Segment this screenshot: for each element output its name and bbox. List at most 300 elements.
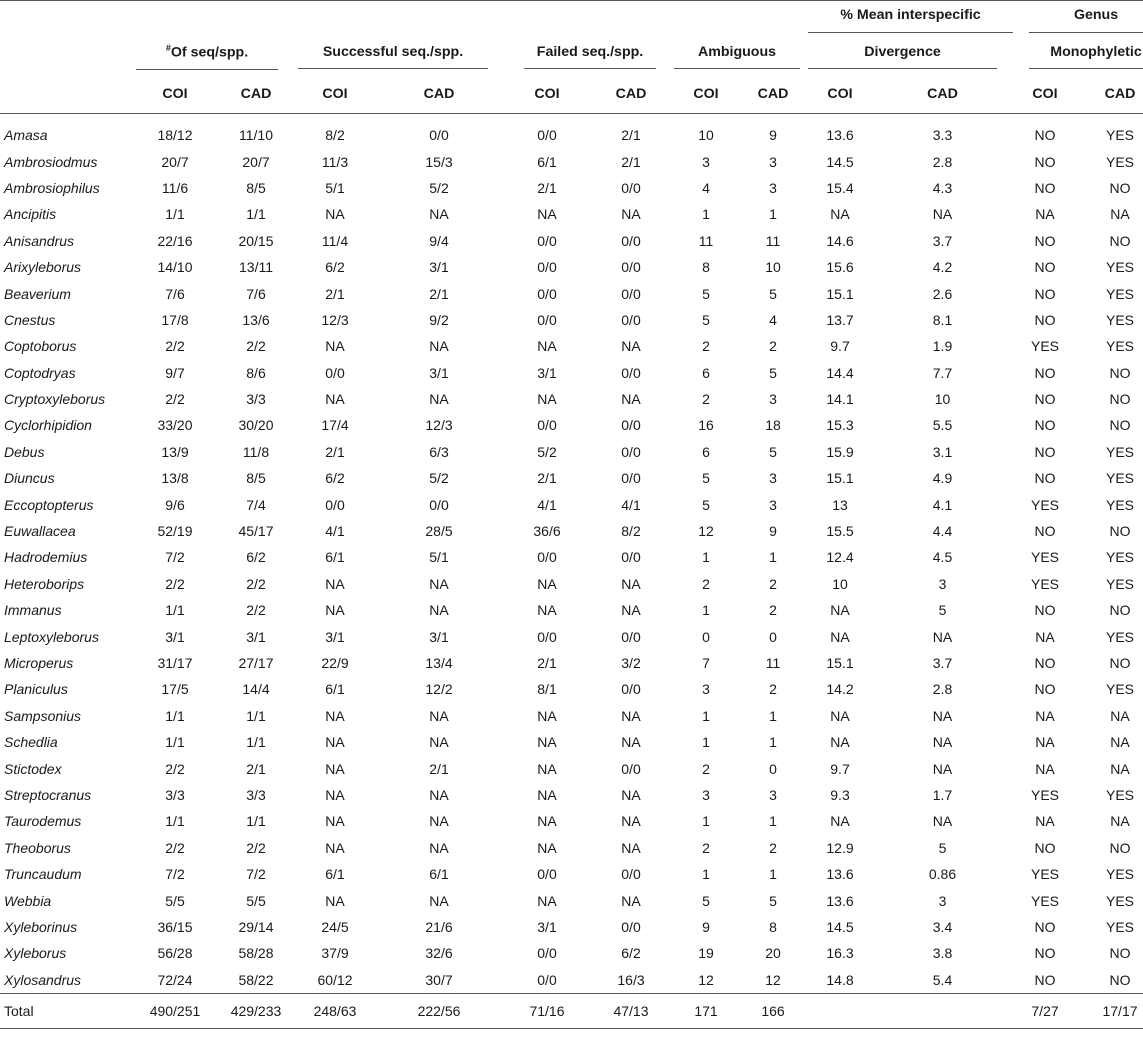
genus-name-cell: Euwallacea: [4, 523, 76, 540]
table-cell: 36/15: [157, 918, 193, 935]
total-cell: 47/13: [588, 993, 674, 1028]
table-cell: 5: [702, 892, 710, 909]
table-cell: 1: [769, 549, 777, 566]
table-cell: 1: [702, 813, 710, 830]
table-cell: YES: [1031, 892, 1060, 909]
table-cell: 0/0: [429, 496, 449, 513]
table-cell: 6: [702, 364, 710, 381]
table-cell: 11/3: [321, 153, 349, 170]
genus-name-cell: Theoborus: [4, 839, 71, 856]
table-cell: 9.3: [830, 786, 850, 803]
table-cell: 1.9: [932, 338, 953, 355]
table-cell: NA: [429, 707, 449, 724]
table-cell: 0/0: [537, 285, 557, 302]
table-cell: 27/17: [238, 655, 274, 671]
table-cell: NA: [621, 734, 641, 751]
table-cell: 7/6: [246, 285, 266, 302]
table-cell: NA: [325, 391, 345, 408]
table-cell: 0/0: [537, 127, 557, 144]
total-cell: 171: [674, 993, 738, 1028]
genus-name-cell: Cnestus: [4, 311, 56, 328]
table-cell: NA: [537, 602, 557, 619]
table-cell: 2/2: [246, 575, 266, 592]
table-cell: NO: [1109, 364, 1131, 381]
table-cell: 0: [702, 628, 710, 645]
table-cell: NA: [621, 786, 641, 803]
table-cell: 16: [698, 417, 714, 434]
table-cell: 2/1: [621, 153, 641, 170]
table-cell: NA: [325, 206, 345, 223]
table-row: [0, 808, 1143, 834]
table-cell: 3/1: [165, 628, 185, 645]
table-cell: 13.6: [826, 127, 854, 144]
table-cell: 15.6: [826, 259, 854, 276]
table-cell: 5/2: [429, 179, 449, 196]
table-cell: 11/8: [242, 443, 270, 460]
table-cell: YES: [1106, 496, 1135, 513]
table-cell: 3: [769, 470, 777, 487]
genus-name-cell: Streptocranus: [4, 786, 92, 803]
table-row: [0, 967, 1143, 994]
table-cell: NO: [1034, 602, 1056, 619]
table-cell: 3: [938, 575, 947, 592]
table-cell: NA: [1110, 206, 1130, 223]
table-cell: 5/2: [537, 443, 557, 460]
table-cell: NO: [1109, 417, 1131, 434]
table-row: [0, 114, 1143, 149]
table-cell: 20/7: [161, 153, 189, 170]
table-cell: YES: [1106, 338, 1135, 355]
table-cell: 18/12: [157, 127, 193, 144]
table-cell: 1: [769, 734, 777, 751]
table-cell: 1/1: [165, 602, 185, 619]
table-cell: 9: [769, 127, 777, 144]
table-cell: NA: [325, 575, 345, 592]
table-cell: 4.1: [932, 496, 953, 513]
table-cell: 5: [769, 443, 777, 460]
table-cell: 4.5: [932, 549, 953, 566]
table-cell: 1/1: [165, 734, 185, 751]
table-cell: 13/9: [161, 443, 189, 460]
table-cell: 2: [702, 391, 710, 408]
table-cell: 11: [698, 232, 714, 249]
table-cell: 13/6: [242, 311, 270, 328]
table-cell: 20: [765, 945, 781, 962]
table-cell: 1: [769, 866, 777, 883]
table-cell: NA: [1035, 707, 1055, 724]
table-cell: 7/4: [246, 496, 266, 513]
table-cell: 32/6: [425, 945, 453, 962]
table-row: [0, 465, 1143, 491]
table-cell: 0/0: [621, 259, 641, 276]
table-cell: NA: [1035, 206, 1055, 223]
table-cell: 9/7: [165, 364, 185, 381]
table-cell: 7.7: [932, 364, 953, 381]
table-cell: 1: [702, 206, 710, 223]
genus-name-cell: Eccoptopterus: [4, 496, 94, 513]
table-cell: NA: [537, 760, 557, 777]
table-cell: NO: [1034, 391, 1056, 408]
table-cell: 2.8: [932, 681, 953, 698]
table-cell: NA: [537, 206, 557, 223]
table-cell: 17/8: [161, 311, 189, 328]
table-cell: 31/17: [157, 655, 193, 671]
table-cell: YES: [1031, 496, 1060, 513]
table-cell: 56/28: [157, 945, 193, 962]
table-cell: NA: [830, 813, 850, 830]
genus-name-cell: Debus: [4, 443, 45, 460]
table-cell: 4/1: [325, 523, 345, 540]
table-row: [0, 439, 1143, 465]
table-cell: 2.6: [932, 285, 953, 302]
table-cell: NA: [325, 813, 345, 830]
genus-name-cell: Ancipitis: [4, 206, 57, 223]
table-cell: 2: [769, 338, 777, 355]
table-cell: NA: [537, 839, 557, 856]
table-cell: 5: [702, 470, 710, 487]
table-cell: 2/1: [429, 760, 449, 777]
table-cell: 3/1: [325, 628, 345, 645]
table-cell: 8/1: [537, 681, 557, 698]
table-cell: 0/0: [537, 945, 557, 962]
table-cell: NO: [1109, 523, 1131, 540]
table-cell: YES: [1106, 892, 1135, 909]
table-cell: NA: [325, 338, 345, 355]
table-cell: 0/0: [621, 681, 641, 698]
table-cell: NA: [1110, 707, 1130, 724]
table-cell: 3/3: [165, 786, 185, 803]
table-cell: 2/1: [246, 760, 266, 777]
table-cell: 8: [702, 259, 710, 276]
table-cell: 3.8: [932, 945, 953, 962]
table-cell: 1/1: [246, 206, 266, 223]
table-cell: NA: [1035, 813, 1055, 830]
genus-name-cell: Coptodryas: [4, 364, 76, 381]
table-cell: 9: [769, 523, 777, 540]
table-cell: 0/0: [621, 232, 641, 249]
table-cell: 13.7: [826, 311, 854, 328]
table-cell: 0/0: [621, 866, 641, 883]
table-cell: 6: [702, 443, 710, 460]
table-cell: YES: [1031, 575, 1060, 592]
table-cell: 52/19: [157, 523, 193, 540]
table-cell: YES: [1106, 259, 1135, 276]
table-cell: 9.7: [830, 760, 850, 777]
table-cell: 3/1: [246, 628, 266, 645]
table-cell: 14.8: [826, 971, 854, 988]
table-row: [0, 623, 1143, 649]
table-cell: NO: [1034, 681, 1056, 698]
total-cell: 17/17: [1077, 993, 1143, 1028]
table-cell: 12/3: [321, 311, 349, 328]
table-row: [0, 386, 1143, 412]
table-cell: 4.2: [932, 259, 953, 276]
genus-name-cell: Sampsonius: [4, 707, 82, 724]
table-cell: 1: [702, 707, 710, 724]
table-cell: 2/1: [325, 285, 345, 302]
table-cell: 14.5: [826, 153, 854, 170]
table-cell: NA: [621, 839, 641, 856]
table-cell: 4: [769, 311, 777, 328]
table-cell: NA: [429, 602, 449, 619]
genus-name-cell: Ambrosiodmus: [4, 153, 98, 170]
table-cell: NA: [621, 707, 641, 724]
table-cell: 3: [938, 892, 947, 909]
table-cell: NA: [537, 338, 557, 355]
table-cell: 3.7: [932, 232, 953, 249]
table-cell: 21/6: [425, 918, 453, 935]
table-row: [0, 729, 1143, 755]
table-cell: 16/3: [617, 971, 645, 988]
table-cell: 37/9: [321, 945, 349, 962]
table-row: [0, 755, 1143, 781]
table-cell: 0/0: [621, 760, 641, 777]
table-cell: NO: [1034, 232, 1056, 249]
table-cell: 1: [769, 206, 777, 223]
total-cell: 490/251: [136, 993, 214, 1028]
total-row: [0, 993, 1143, 1028]
table-row: [0, 360, 1143, 386]
table-cell: 0/0: [537, 311, 557, 328]
table-row: [0, 333, 1143, 359]
table-cell: YES: [1031, 549, 1060, 566]
genus-name-cell: Leptoxyleborus: [4, 628, 99, 645]
table-cell: YES: [1106, 866, 1135, 883]
table-cell: 3/1: [429, 364, 449, 381]
table-cell: 2: [702, 338, 710, 355]
table-cell: 1/1: [246, 707, 266, 724]
table-cell: NA: [932, 760, 953, 777]
table-header: [0, 1, 1143, 114]
table-cell: 0/0: [537, 628, 557, 645]
table-cell: 14.5: [826, 918, 854, 935]
table-cell: 10: [832, 575, 848, 592]
table-cell: 3: [702, 153, 710, 170]
table-cell: 15.5: [826, 523, 854, 540]
table-cell: 6/1: [537, 153, 557, 170]
table-body: [0, 114, 1143, 1029]
failed-seq-header: Failed seq./spp.: [524, 44, 656, 69]
table-cell: NO: [1109, 602, 1131, 619]
genus-name-cell: Anisandrus: [4, 232, 75, 249]
table-cell: NO: [1034, 523, 1056, 540]
table-cell: 0/0: [621, 628, 641, 645]
table-cell: NO: [1109, 391, 1131, 408]
monophyletic-header: Monophyletic: [1029, 44, 1143, 69]
table-cell: 2/2: [246, 839, 266, 856]
table-cell: 2/1: [325, 443, 345, 460]
table-cell: 15.4: [826, 179, 854, 196]
table-cell: 3/3: [246, 786, 266, 803]
table-cell: 30/7: [425, 971, 453, 988]
table-row: [0, 887, 1143, 913]
table-cell: 1: [769, 813, 777, 830]
table-row: [0, 518, 1143, 544]
table-cell: NA: [932, 813, 953, 830]
table-cell: 58/28: [238, 945, 274, 962]
table-cell: YES: [1106, 470, 1135, 487]
table-cell: YES: [1106, 628, 1135, 645]
table-cell: 0/0: [325, 364, 345, 381]
table-cell: 5/1: [325, 179, 345, 196]
table-cell: 8.1: [932, 311, 953, 328]
table-cell: NA: [621, 602, 641, 619]
table-cell: NA: [537, 391, 557, 408]
table-cell: 17/5: [161, 681, 189, 698]
table-cell: NO: [1034, 839, 1056, 856]
table-cell: 12/2: [425, 681, 453, 698]
table-row: [0, 307, 1143, 333]
table-cell: 10: [934, 391, 951, 408]
table-cell: 1/1: [165, 813, 185, 830]
table-row: [0, 254, 1143, 280]
table-cell: 2/1: [429, 285, 449, 302]
table-cell: 2/2: [165, 575, 185, 592]
genus-name-cell: Hadrodemius: [4, 549, 88, 566]
table-cell: NA: [429, 786, 449, 803]
table-cell: 9/4: [429, 232, 449, 249]
table-cell: YES: [1106, 285, 1135, 302]
col-coi: COI: [1013, 75, 1077, 114]
table-cell: 6/1: [429, 866, 449, 883]
table-cell: NA: [830, 628, 850, 645]
table-cell: 11: [765, 655, 781, 671]
table-cell: 5/5: [165, 892, 185, 909]
table-cell: 22/16: [157, 232, 193, 249]
table-cell: NA: [830, 206, 850, 223]
col-cad: CAD: [588, 75, 674, 114]
table-cell: 4: [702, 179, 710, 196]
table-cell: 0/0: [429, 127, 449, 144]
total-cell: 222/56: [372, 993, 506, 1028]
table-cell: 13/4: [425, 655, 453, 671]
table-cell: NA: [621, 892, 641, 909]
table-cell: 3: [702, 681, 710, 698]
table-row: [0, 782, 1143, 808]
table-cell: 11/4: [321, 232, 349, 249]
table-cell: NA: [429, 813, 449, 830]
table-cell: 15.3: [826, 417, 854, 434]
table-cell: 1/1: [165, 707, 185, 724]
table-cell: 5: [938, 839, 947, 856]
genus-name-cell: Immanus: [4, 602, 62, 619]
table-cell: NA: [621, 813, 641, 830]
table-cell: NA: [429, 206, 449, 223]
table-cell: 3.4: [932, 918, 953, 935]
table-cell: NA: [537, 575, 557, 592]
table-cell: 0: [769, 628, 777, 645]
genus-name-cell: Arixyleborus: [4, 259, 82, 276]
table-cell: NO: [1034, 127, 1056, 144]
genus-name-cell: Xyleborinus: [4, 918, 78, 935]
table-cell: 36/6: [533, 523, 561, 540]
table-cell: NA: [1110, 734, 1130, 751]
table-cell: 14/4: [242, 681, 270, 698]
table-cell: 8/6: [246, 364, 266, 381]
table-cell: NO: [1034, 311, 1056, 328]
table-cell: NO: [1034, 971, 1056, 988]
table-cell: 7: [702, 655, 710, 671]
table-cell: 3.7: [932, 655, 953, 671]
table-cell: 8/5: [246, 179, 266, 196]
table-cell: 5/2: [429, 470, 449, 487]
table-cell: 0/0: [621, 470, 641, 487]
table-row: [0, 175, 1143, 201]
table-cell: YES: [1106, 311, 1135, 328]
table-cell: 8: [769, 918, 777, 935]
table-cell: 1: [702, 602, 710, 619]
table-cell: 2: [769, 575, 777, 592]
table-cell: 0/0: [621, 549, 641, 566]
table-cell: 5.5: [932, 417, 953, 434]
col-cad: CAD: [1077, 75, 1143, 114]
table-cell: NA: [830, 734, 850, 751]
table-cell: 2: [769, 681, 777, 698]
table-cell: 5: [769, 892, 777, 909]
table-cell: 6/2: [325, 470, 345, 487]
table-cell: NA: [429, 839, 449, 856]
table-cell: YES: [1106, 575, 1135, 592]
table-cell: 9/2: [429, 311, 449, 328]
table-cell: 13/8: [161, 470, 189, 487]
table-cell: 12: [698, 523, 714, 540]
table-cell: NA: [621, 338, 641, 355]
table-cell: 14.2: [826, 681, 854, 698]
table-cell: 1/1: [246, 734, 266, 751]
table-cell: 7/2: [165, 866, 185, 883]
table-cell: 6/2: [325, 259, 345, 276]
table-cell: YES: [1106, 681, 1135, 698]
table-cell: 1.7: [932, 786, 953, 803]
table-cell: 3: [769, 786, 777, 803]
table-cell: NA: [537, 813, 557, 830]
table-cell: 9.7: [830, 338, 850, 355]
genus-name-cell: Heteroborips: [4, 575, 85, 592]
table-cell: 2/2: [165, 839, 185, 856]
table-cell: NA: [325, 707, 345, 724]
table-cell: 13.6: [826, 866, 854, 883]
table-cell: NO: [1109, 232, 1131, 249]
table-cell: 3: [769, 496, 777, 513]
table-cell: 33/20: [157, 417, 193, 434]
table-cell: NA: [429, 734, 449, 751]
col-coi: COI: [506, 75, 588, 114]
table-cell: 12: [698, 971, 714, 988]
table-cell: 2/1: [537, 179, 557, 196]
table-cell: NO: [1034, 179, 1056, 196]
table-cell: NA: [932, 206, 953, 223]
table-cell: 3/1: [429, 628, 449, 645]
genus-name-cell: Cryptoxyleborus: [4, 391, 106, 408]
table-cell: NO: [1109, 839, 1131, 856]
table-cell: 4.3: [932, 179, 953, 196]
table-cell: 14.4: [826, 364, 854, 381]
table-row: [0, 835, 1143, 861]
table-cell: 10: [765, 259, 781, 276]
genus-top-label: Genus: [1029, 7, 1143, 33]
table-cell: 19: [698, 945, 714, 962]
table-cell: 0/0: [621, 364, 641, 381]
table-cell: 60/12: [317, 971, 353, 988]
table-cell: NA: [429, 391, 449, 408]
col-cad: CAD: [214, 75, 298, 114]
table-cell: 0/0: [537, 417, 557, 434]
total-cell: 166: [738, 993, 808, 1028]
table-cell: 0/0: [621, 311, 641, 328]
col-coi: COI: [808, 75, 872, 114]
table-cell: 3/3: [246, 391, 266, 408]
table-cell: 1/1: [246, 813, 266, 830]
